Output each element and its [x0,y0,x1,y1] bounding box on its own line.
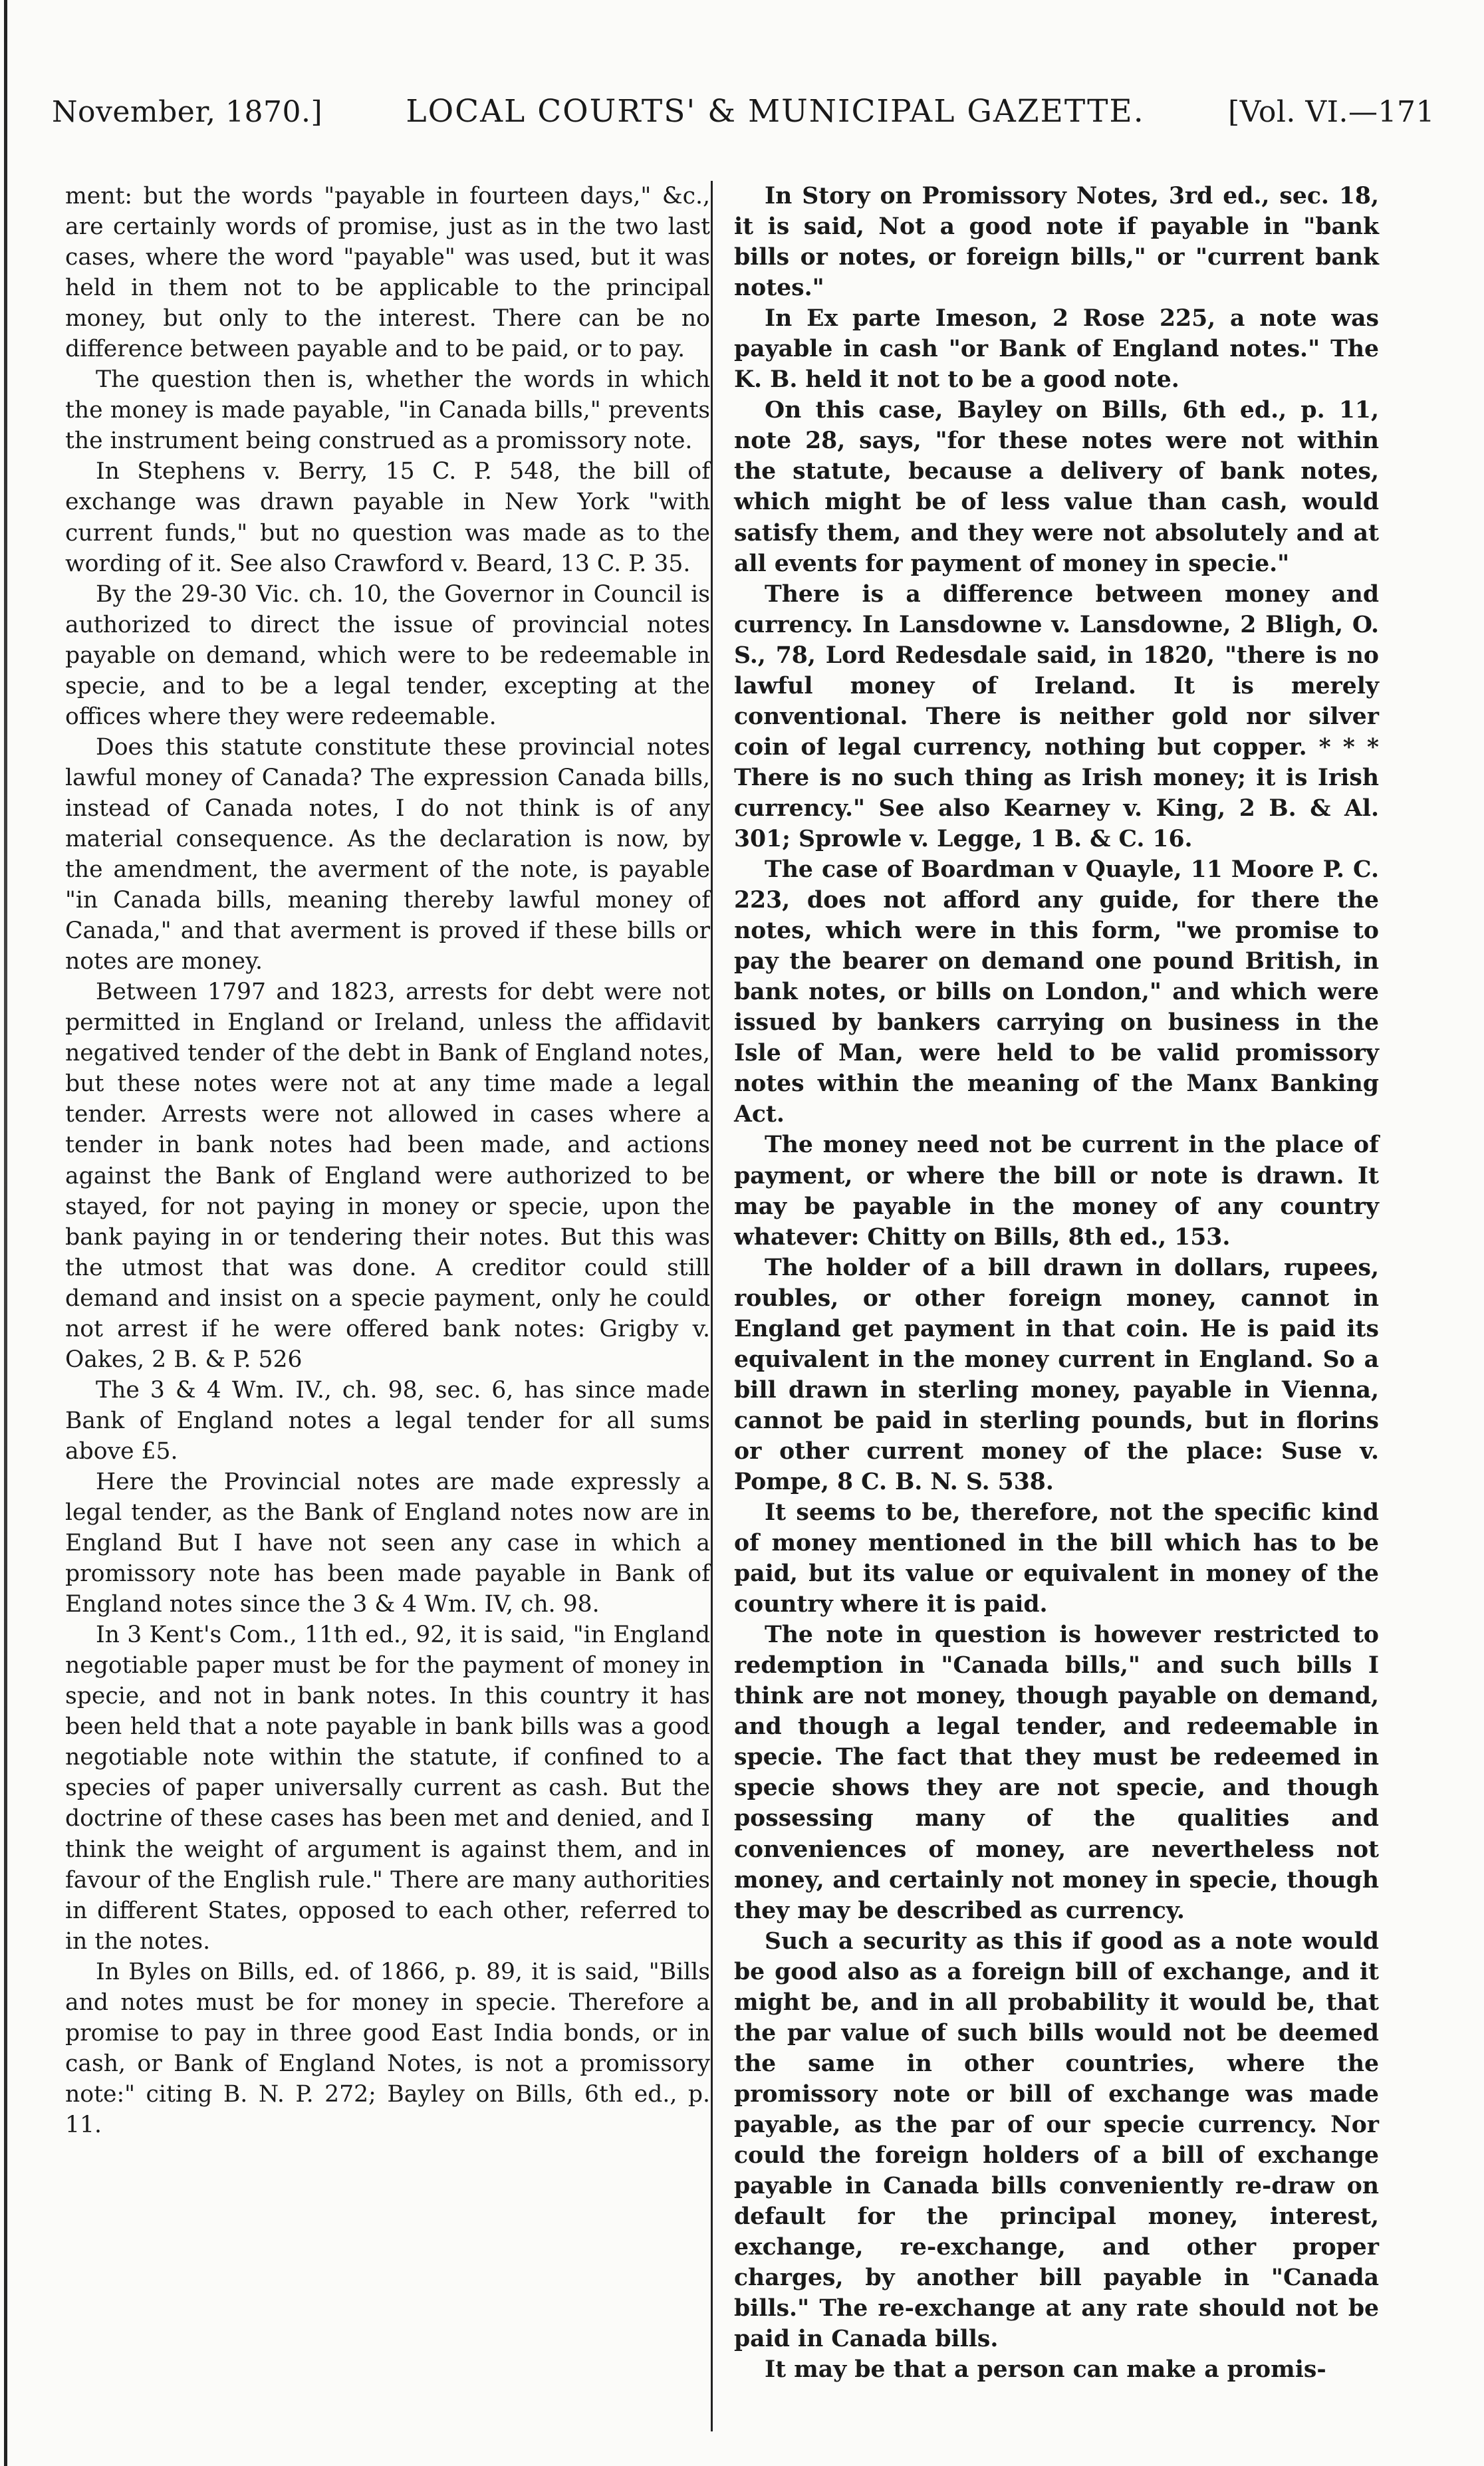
paragraph: There is a difference between money and currency. In Lansdowne v. Lansdowne, 2 Bligh, O. S., 78, Lord Redesdale said, in 1820, "there is no lawful money of Ireland. It is merely conventional. There is neither gold nor silver coin of legal currency, nothing but copper. * * * There is no such thing as Irish money; it is Irish currency." See also Kearney v. King, 2 B. & Al. 301; Sprowle v. Legge, 1 B. & C. 16. [734,580,1379,852]
paragraph: The holder of a bill drawn in dollars, rupees, roubles, or other foreign money, cannot in England get payment in that coin. He is paid its equivalent in the money current in England. So a bill drawn in sterling money, payable in Vienna, cannot be paid in sterling pounds, but in florins or other current money of the place: Suse v. Pompe, 8 C. B. N. S. 538. [734,1254,1379,1495]
paragraph: Here the Provincial notes are made expressly a legal tender, as the Bank of England notes now are in England But I have not seen any case in which a promissory note has been made payable in Bank of England notes since the 3 & 4 Wm. IV, ch. 98. [65,1468,710,1618]
paragraph: In Stephens v. Berry, 15 C. P. 548, the bill of exchange was drawn payable in New York "with current funds," but no question was made as to the wording of it. See also Crawford v. Beard, 13 C. P. 35. [65,458,710,577]
paragraph: The 3 & 4 Wm. IV., ch. 98, sec. 6, has since made Bank of England notes a legal tender for all sums above £5. [65,1376,710,1465]
paragraph: In Story on Promissory Notes, 3rd ed., sec. 18, it is said, Not a good note if payable in "bank bills or notes, or foreign bills," or "current bank notes." [734,183,1379,302]
header-volume-page: [Vol. VI.—171 [1227,95,1435,129]
paragraph: ment: but the words "payable in fourteen days," &c., are certainly words of promise, just as in the two last cases, where the word "payable" was used, but it was held in them not to be applicable to the principal money, but only to the interest. There can be no difference between payable and to be paid, or to pay. [65,183,710,363]
running-header [52,93,1435,146]
paragraph: Does this statute constitute these provincial notes lawful money of Canada? The expression Canada bills, instead of Canada notes, I do not think is of any material consequence. As the declaration is now, by the amendment, the averment of the note, is payable "in Canada bills, meaning thereby lawful money of Canada," and that averment is proved if these bills or notes are money. [65,733,710,975]
paragraph: Between 1797 and 1823, arrests for debt were not permitted in England or Ireland, unless the affidavit negatived tender of the debt in Bank of England notes, but these notes were not at any time made a legal tender. Arrests were not allowed in cases where a tender in bank notes had been made, and actions against the Bank of England were authorized to be stayed, for not paying in money or specie, upon the bank paying in or tendering their notes. But this was the utmost that was done. A creditor could still demand and insist on a specie payment, only he could not arrest if he were offered bank notes: Grigby v. Oakes, 2 B. & P. 526 [65,979,710,1373]
paragraph: In 3 Kent's Com., 11th ed., 92, it is said, "in England negotiable paper must be for the payment of money in specie, and not in bank notes. In this country it has been held that a note payable in bank bills was a good negotiable note within the statute, if confined to a species of paper universally current as cash. But the doctrine of these cases has been met and denied, and I think the weight of argument is against them, and in favour of the English rule." There are many authorities in different States, opposed to each other, referred to in the notes. [65,1622,710,1955]
paragraph: It may be that a person can make a promis- [765,2356,1326,2384]
page-edge-rule [4,0,7,2466]
paragraph: Such a security as this if good as a note would be good also as a foreign bill of exchange, and it might be, and in all probability it would be, that the par value of such bills would not be deemed the same in other countries, where the promissory note or bill of exchange was made payable, as the par of our specie currency. Nor could the foreign holders of a bill of exchange payable in Canada bills conveniently re-draw on default for the principal money, interest, exchange, re-exchange, and other proper charges, by another bill payable in "Canada bills." The re-exchange at any rate should not be paid in Canada bills. [734,1927,1379,2353]
paragraph: By the 29-30 Vic. ch. 10, the Governor in Council is authorized to direct the issue of provincial notes payable on demand, which were to be redeemable in specie, and to be a legal tender, excepting at the offices where they were redeemable. [65,580,710,730]
paragraph: In Ex parte Imeson, 2 Rose 225, a note was payable in cash "or Bank of England notes." The K. B. held it not to be a good note. [734,305,1379,394]
paragraph: In Byles on Bills, ed. of 1866, p. 89, it is said, "Bills and notes must be for money in specie. Therefore a promise to pay in three good East India bonds, or in cash, or Bank of England Notes, is not a promissory note:" citing B. N. P. 272; Bayley on Bills, 6th ed., p. 11. [65,1958,710,2138]
column-divider [711,181,713,2431]
left-column [65,181,710,2140]
paragraph: The money need not be current in the place of payment, or where the bill or note is drawn. It may be payable in the money of any country whatever: Chitty on Bills, 8th ed., 153. [734,1132,1379,1251]
paragraph: The question then is, whether the words in which the money is made payable, "in Canada bills," prevents the instrument being construed as a promissory note. [65,366,710,455]
paragraph: The note in question is however restricted to redemption in "Canada bills," and such bills I think are not money, though payable on demand, and though a legal tender, and redeemable in specie. The fact that they must be redeemed in specie shows they are not specie, and though possessing many of the qualities and conveniences of money, are nevertheless not money, and certainly not money in specie, though they may be described as currency. [734,1622,1379,1924]
header-date: November, 1870.] [52,95,323,129]
paragraph: On this case, Bayley on Bills, 6th ed., p. 11, note 28, says, "for these notes were not within the statute, because a delivery of bank notes, which might be of less value than cash, would satisfy them, and they were not absolutely and at all events for payment of money in specie." [734,397,1379,577]
paragraph: It seems to be, therefore, not the specific kind of money mentioned in the bill which has to be paid, but its value or equivalent in money of the country where it is paid. [734,1499,1379,1618]
paragraph: The case of Boardman v Quayle, 11 Moore P. C. 223, does not afford any guide, for there the notes, which were in this form, "we promise to pay the bearer on demand one pound British, in bank notes, or bills on London," and which were issued by bankers carrying on business in the Isle of Man, were held to be valid promissory notes within the meaning of the Manx Banking Act. [734,856,1379,1128]
right-column [734,181,1379,2385]
header-title: LOCAL COURTS' & MUNICIPAL GAZETTE. [406,93,1145,130]
